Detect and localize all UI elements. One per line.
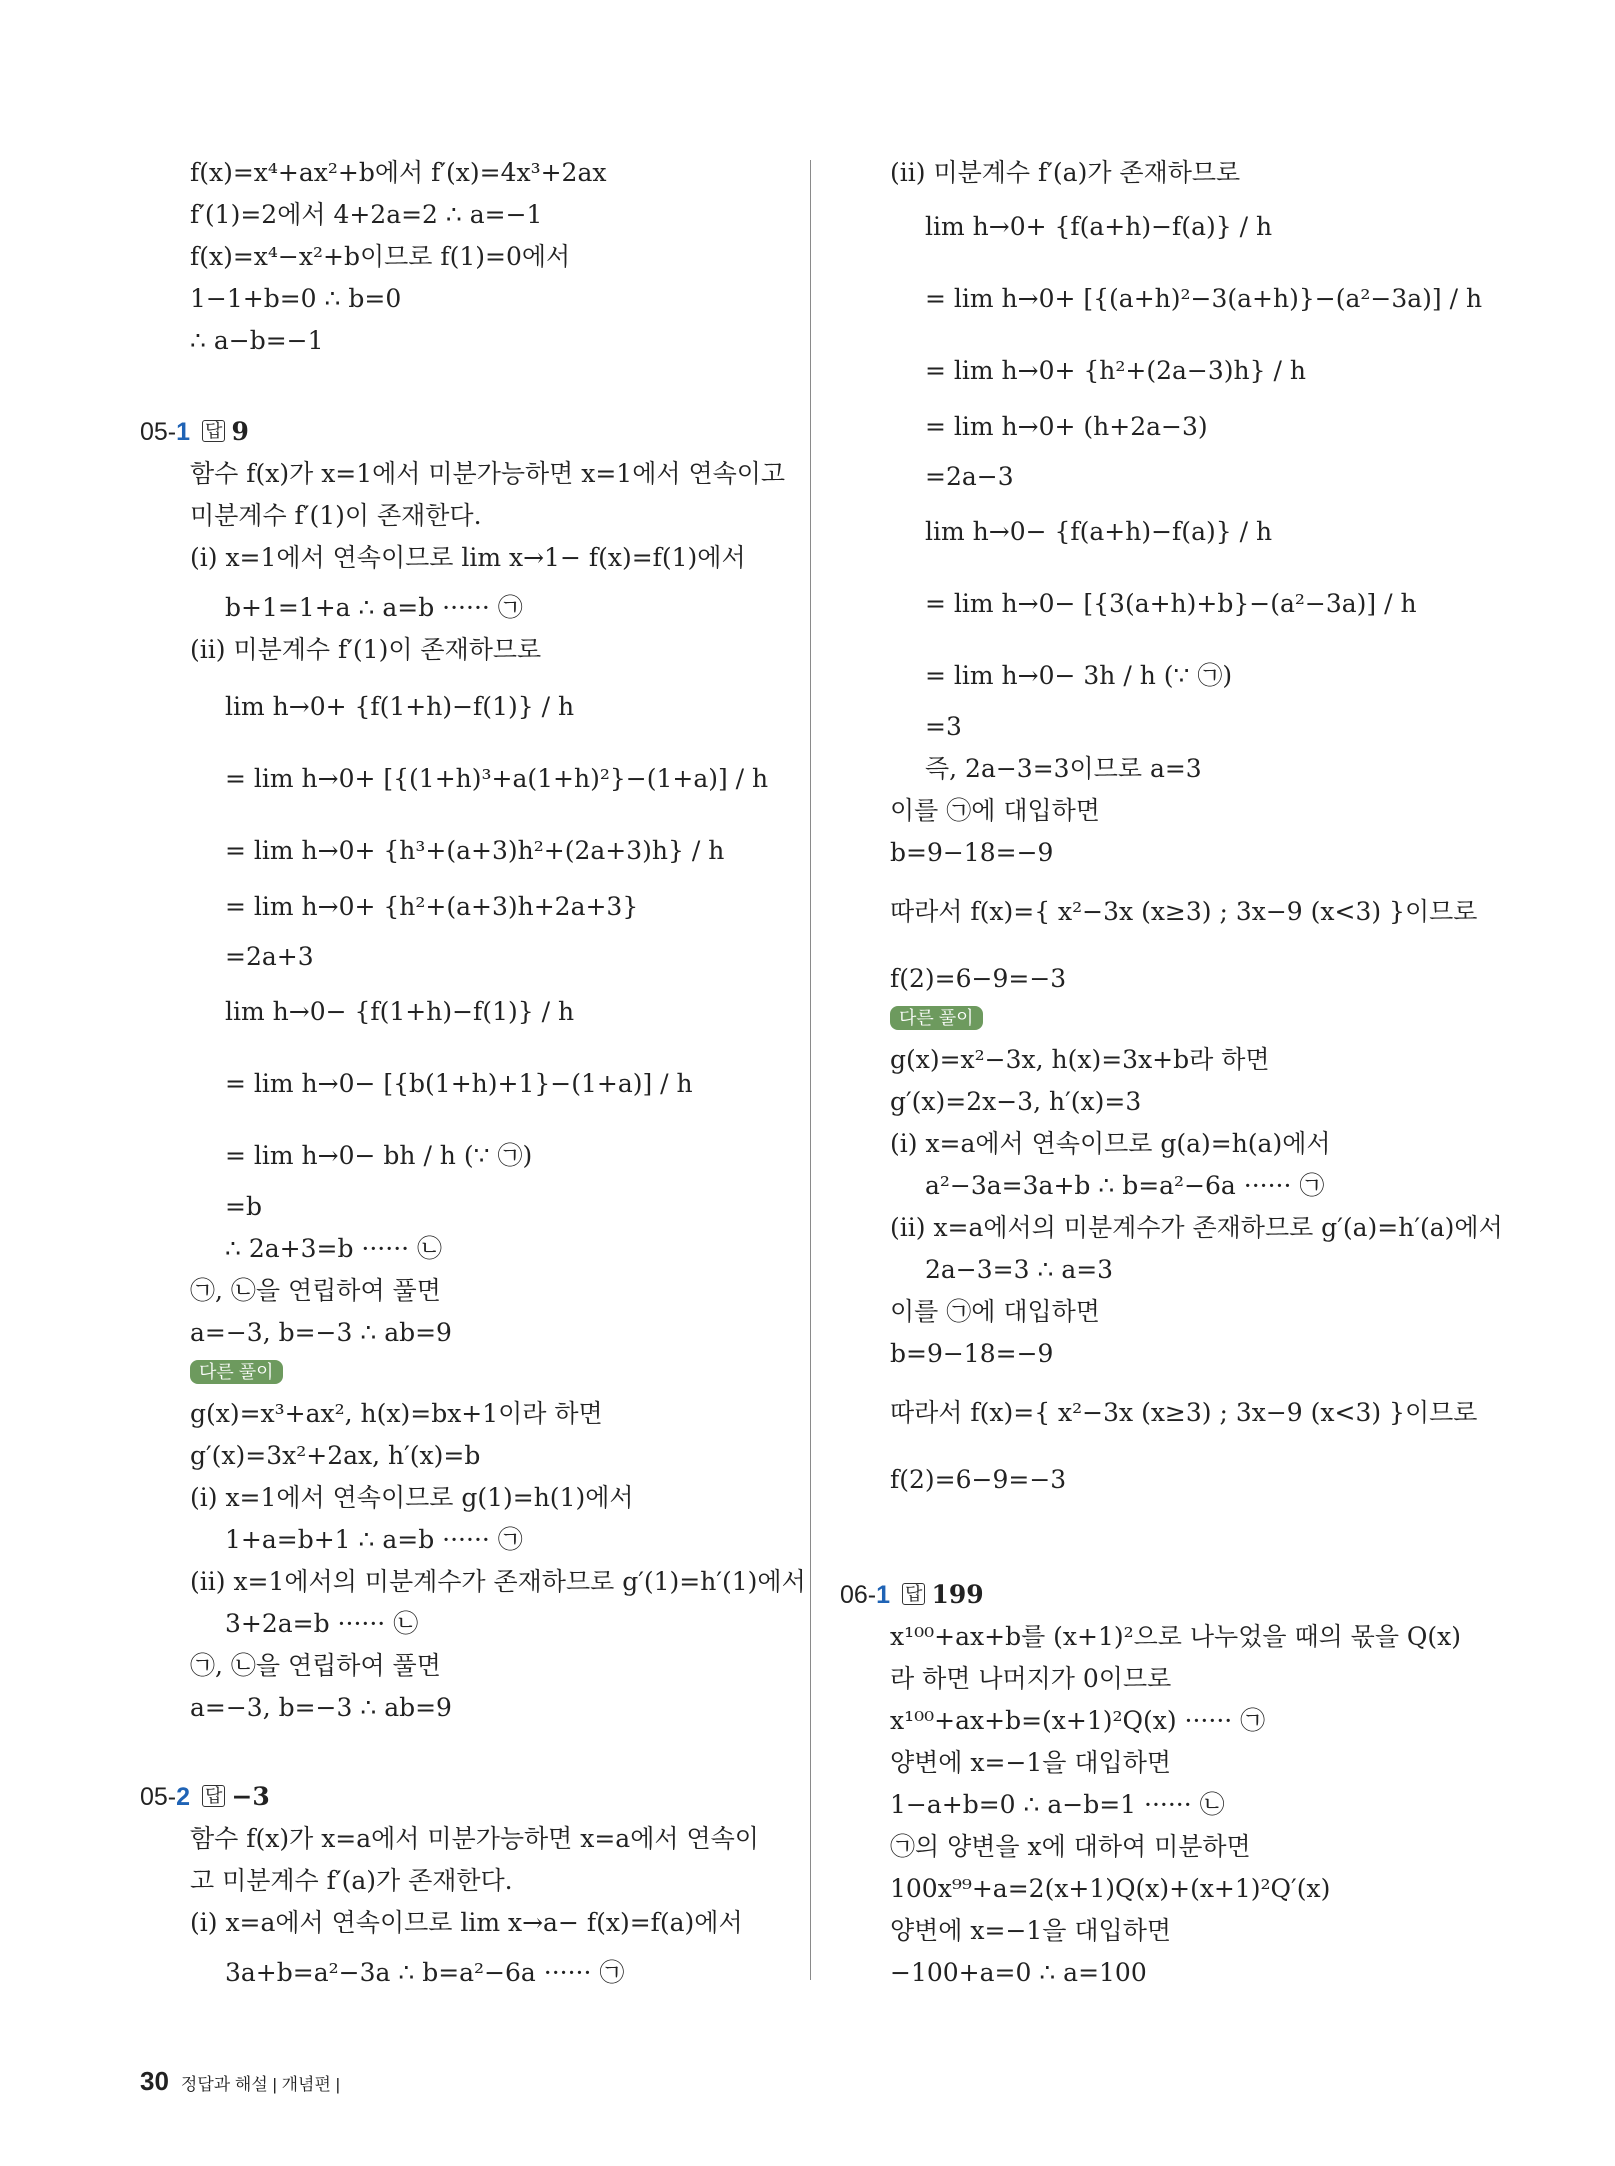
text-line: g′(x)=3x²+2ax, h′(x)=b <box>190 1441 481 1470</box>
math-line: = lim h→0− [{3(a+h)+b}−(a²−3a)] / h <box>925 589 1417 618</box>
text-line: (ⅱ) x=1에서의 미분계수가 존재하므로 g′(1)=h′(1)에서 <box>190 1567 806 1596</box>
text-line: f(2)=6−9=−3 <box>890 1465 1067 1494</box>
text-line: 따라서 f(x)={ x²−3x (x≥3) ; 3x−9 (x<3) }이므로 <box>890 1398 1478 1427</box>
answer-value: 199 <box>931 1580 984 1609</box>
text-line: (ⅰ) x=a에서 연속이므로 g(a)=h(a)에서 <box>890 1129 1331 1158</box>
problem-header <box>840 1578 984 1612</box>
math-line: =3 <box>925 712 962 741</box>
text-line: 즉, 2a−3=3이므로 a=3 <box>925 754 1202 783</box>
text-line: 2a−3=3 ∴ a=3 <box>925 1255 1114 1284</box>
text-line: g′(x)=2x−3, h′(x)=3 <box>890 1087 1142 1116</box>
text-line: (ⅱ) 미분계수 f′(a)가 존재하므로 <box>890 158 1241 187</box>
math-line: = lim h→0+ (h+2a−3) <box>925 412 1208 441</box>
alt-solution-badge: 다른 풀이 <box>190 1360 283 1384</box>
answer-value: 9 <box>231 417 249 446</box>
math-line: = lim h→0− bh / h (∵ ㉠) <box>225 1141 533 1170</box>
text-line: b=9−18=−9 <box>890 838 1054 867</box>
text-line: f(x)=x⁴−x²+b이므로 f(1)=0에서 <box>190 242 571 271</box>
text-line: a=−3, b=−3 ∴ ab=9 <box>190 1693 452 1722</box>
page-footer <box>140 2066 340 2097</box>
text-line: 양변에 x=−1을 대입하면 <box>890 1748 1171 1777</box>
text-line: 3+2a=b ······ ㉡ <box>225 1609 419 1638</box>
math-line: = lim h→0+ {h³+(a+3)h²+(2a+3)h} / h <box>225 836 725 865</box>
math-line: = lim h→0+ [{(1+h)³+a(1+h)²}−(1+a)] / h <box>225 764 769 793</box>
text-line: 함수 f(x)가 x=a에서 미분가능하면 x=a에서 연속이 <box>190 1824 759 1853</box>
problem-number: 06-1 <box>840 1581 891 1609</box>
text-line: 라 하면 나머지가 0이므로 <box>890 1664 1172 1693</box>
text-line: x¹⁰⁰+ax+b=(x+1)²Q(x) ······ ㉠ <box>890 1706 1266 1735</box>
problem-number: 05-1 <box>140 418 191 446</box>
page-number: 30 <box>140 2066 169 2096</box>
text-line: −100+a=0 ∴ a=100 <box>890 1958 1147 1987</box>
text-line: (ⅱ) x=a에서의 미분계수가 존재하므로 g′(a)=h′(a)에서 <box>890 1213 1503 1242</box>
problem-header <box>140 1780 270 1814</box>
text-line: 이를 ㉠에 대입하면 <box>890 1297 1100 1326</box>
math-line: = lim h→0− [{b(1+h)+1}−(1+a)] / h <box>225 1069 693 1098</box>
text-line: (ⅰ) x=1에서 연속이므로 lim x→1− f(x)=f(1)에서 <box>190 543 746 572</box>
alt-solution-badge: 다른 풀이 <box>890 1006 983 1030</box>
text-line: 1+a=b+1 ∴ a=b ······ ㉠ <box>225 1525 523 1554</box>
text-line: 100x⁹⁹+a=2(x+1)Q(x)+(x+1)²Q′(x) <box>890 1874 1331 1903</box>
text-line: 이를 ㉠에 대입하면 <box>890 796 1100 825</box>
answer-label: 답 <box>902 1583 925 1605</box>
math-line: lim h→0+ {f(a+h)−f(a)} / h <box>925 212 1273 241</box>
answer-label: 답 <box>202 1785 225 1807</box>
math-line: lim h→0+ {f(1+h)−f(1)} / h <box>225 692 575 721</box>
text-line: 미분계수 f′(1)이 존재한다. <box>190 501 482 530</box>
footer-text: 정답과 해설 | 개념편 | <box>180 2075 341 2094</box>
text-line: b+1=1+a ∴ a=b ······ ㉠ <box>225 593 523 622</box>
text-line: g(x)=x³+ax², h(x)=bx+1이라 하면 <box>190 1399 603 1428</box>
math-line: = lim h→0+ [{(a+h)²−3(a+h)}−(a²−3a)] / h <box>925 284 1483 313</box>
text-line: 함수 f(x)가 x=1에서 미분가능하면 x=1에서 연속이고 <box>190 459 786 488</box>
text-line: 3a+b=a²−3a ∴ b=a²−6a ······ ㉠ <box>225 1958 625 1987</box>
text-line: ∴ a−b=−1 <box>190 326 324 355</box>
text-line: ㉠의 양변을 x에 대하여 미분하면 <box>890 1832 1251 1861</box>
text-line: 따라서 f(x)={ x²−3x (x≥3) ; 3x−9 (x<3) }이므로 <box>890 897 1478 926</box>
text-line: a²−3a=3a+b ∴ b=a²−6a ······ ㉠ <box>925 1171 1325 1200</box>
math-line: =2a−3 <box>925 462 1014 491</box>
text-line: b=9−18=−9 <box>890 1339 1054 1368</box>
text-line: g(x)=x²−3x, h(x)=3x+b라 하면 <box>890 1045 1270 1074</box>
column-divider <box>810 160 811 1980</box>
text-line: 고 미분계수 f′(a)가 존재한다. <box>190 1866 513 1895</box>
text-line: f(2)=6−9=−3 <box>890 964 1067 993</box>
problem-number: 05-2 <box>140 1783 191 1811</box>
answer-value: −3 <box>231 1782 270 1811</box>
math-line: lim h→0− {f(a+h)−f(a)} / h <box>925 517 1273 546</box>
math-line: =2a+3 <box>225 942 314 971</box>
text-line: a=−3, b=−3 ∴ ab=9 <box>190 1318 452 1347</box>
text-line: (ⅰ) x=a에서 연속이므로 lim x→a− f(x)=f(a)에서 <box>190 1908 743 1937</box>
text-line: 1−1+b=0 ∴ b=0 <box>190 284 402 313</box>
problem-header <box>140 415 249 449</box>
math-line: lim h→0− {f(1+h)−f(1)} / h <box>225 997 575 1026</box>
math-line: = lim h→0+ {h²+(2a−3)h} / h <box>925 356 1306 385</box>
math-line: = lim h→0+ {h²+(a+3)h+2a+3} <box>225 892 639 921</box>
text-line: ㉠, ㉡을 연립하여 풀면 <box>190 1276 441 1305</box>
text-line: 양변에 x=−1을 대입하면 <box>890 1916 1171 1945</box>
text-line: f(x)=x⁴+ax²+b에서 f′(x)=4x³+2ax <box>190 158 607 187</box>
text-line: (ⅱ) 미분계수 f′(1)이 존재하므로 <box>190 635 542 664</box>
math-line: =b <box>225 1192 262 1221</box>
math-line: = lim h→0− 3h / h (∵ ㉠) <box>925 661 1233 690</box>
text-line: (ⅰ) x=1에서 연속이므로 g(1)=h(1)에서 <box>190 1483 634 1512</box>
answer-label: 답 <box>202 420 225 442</box>
text-line: ㉠, ㉡을 연립하여 풀면 <box>190 1651 441 1680</box>
text-line: 1−a+b=0 ∴ a−b=1 ······ ㉡ <box>890 1790 1225 1819</box>
text-line: f′(1)=2에서 4+2a=2 ∴ a=−1 <box>190 200 543 229</box>
math-line: ∴ 2a+3=b ······ ㉡ <box>225 1234 443 1263</box>
text-line: x¹⁰⁰+ax+b를 (x+1)²으로 나누었을 때의 몫을 Q(x) <box>890 1622 1462 1651</box>
